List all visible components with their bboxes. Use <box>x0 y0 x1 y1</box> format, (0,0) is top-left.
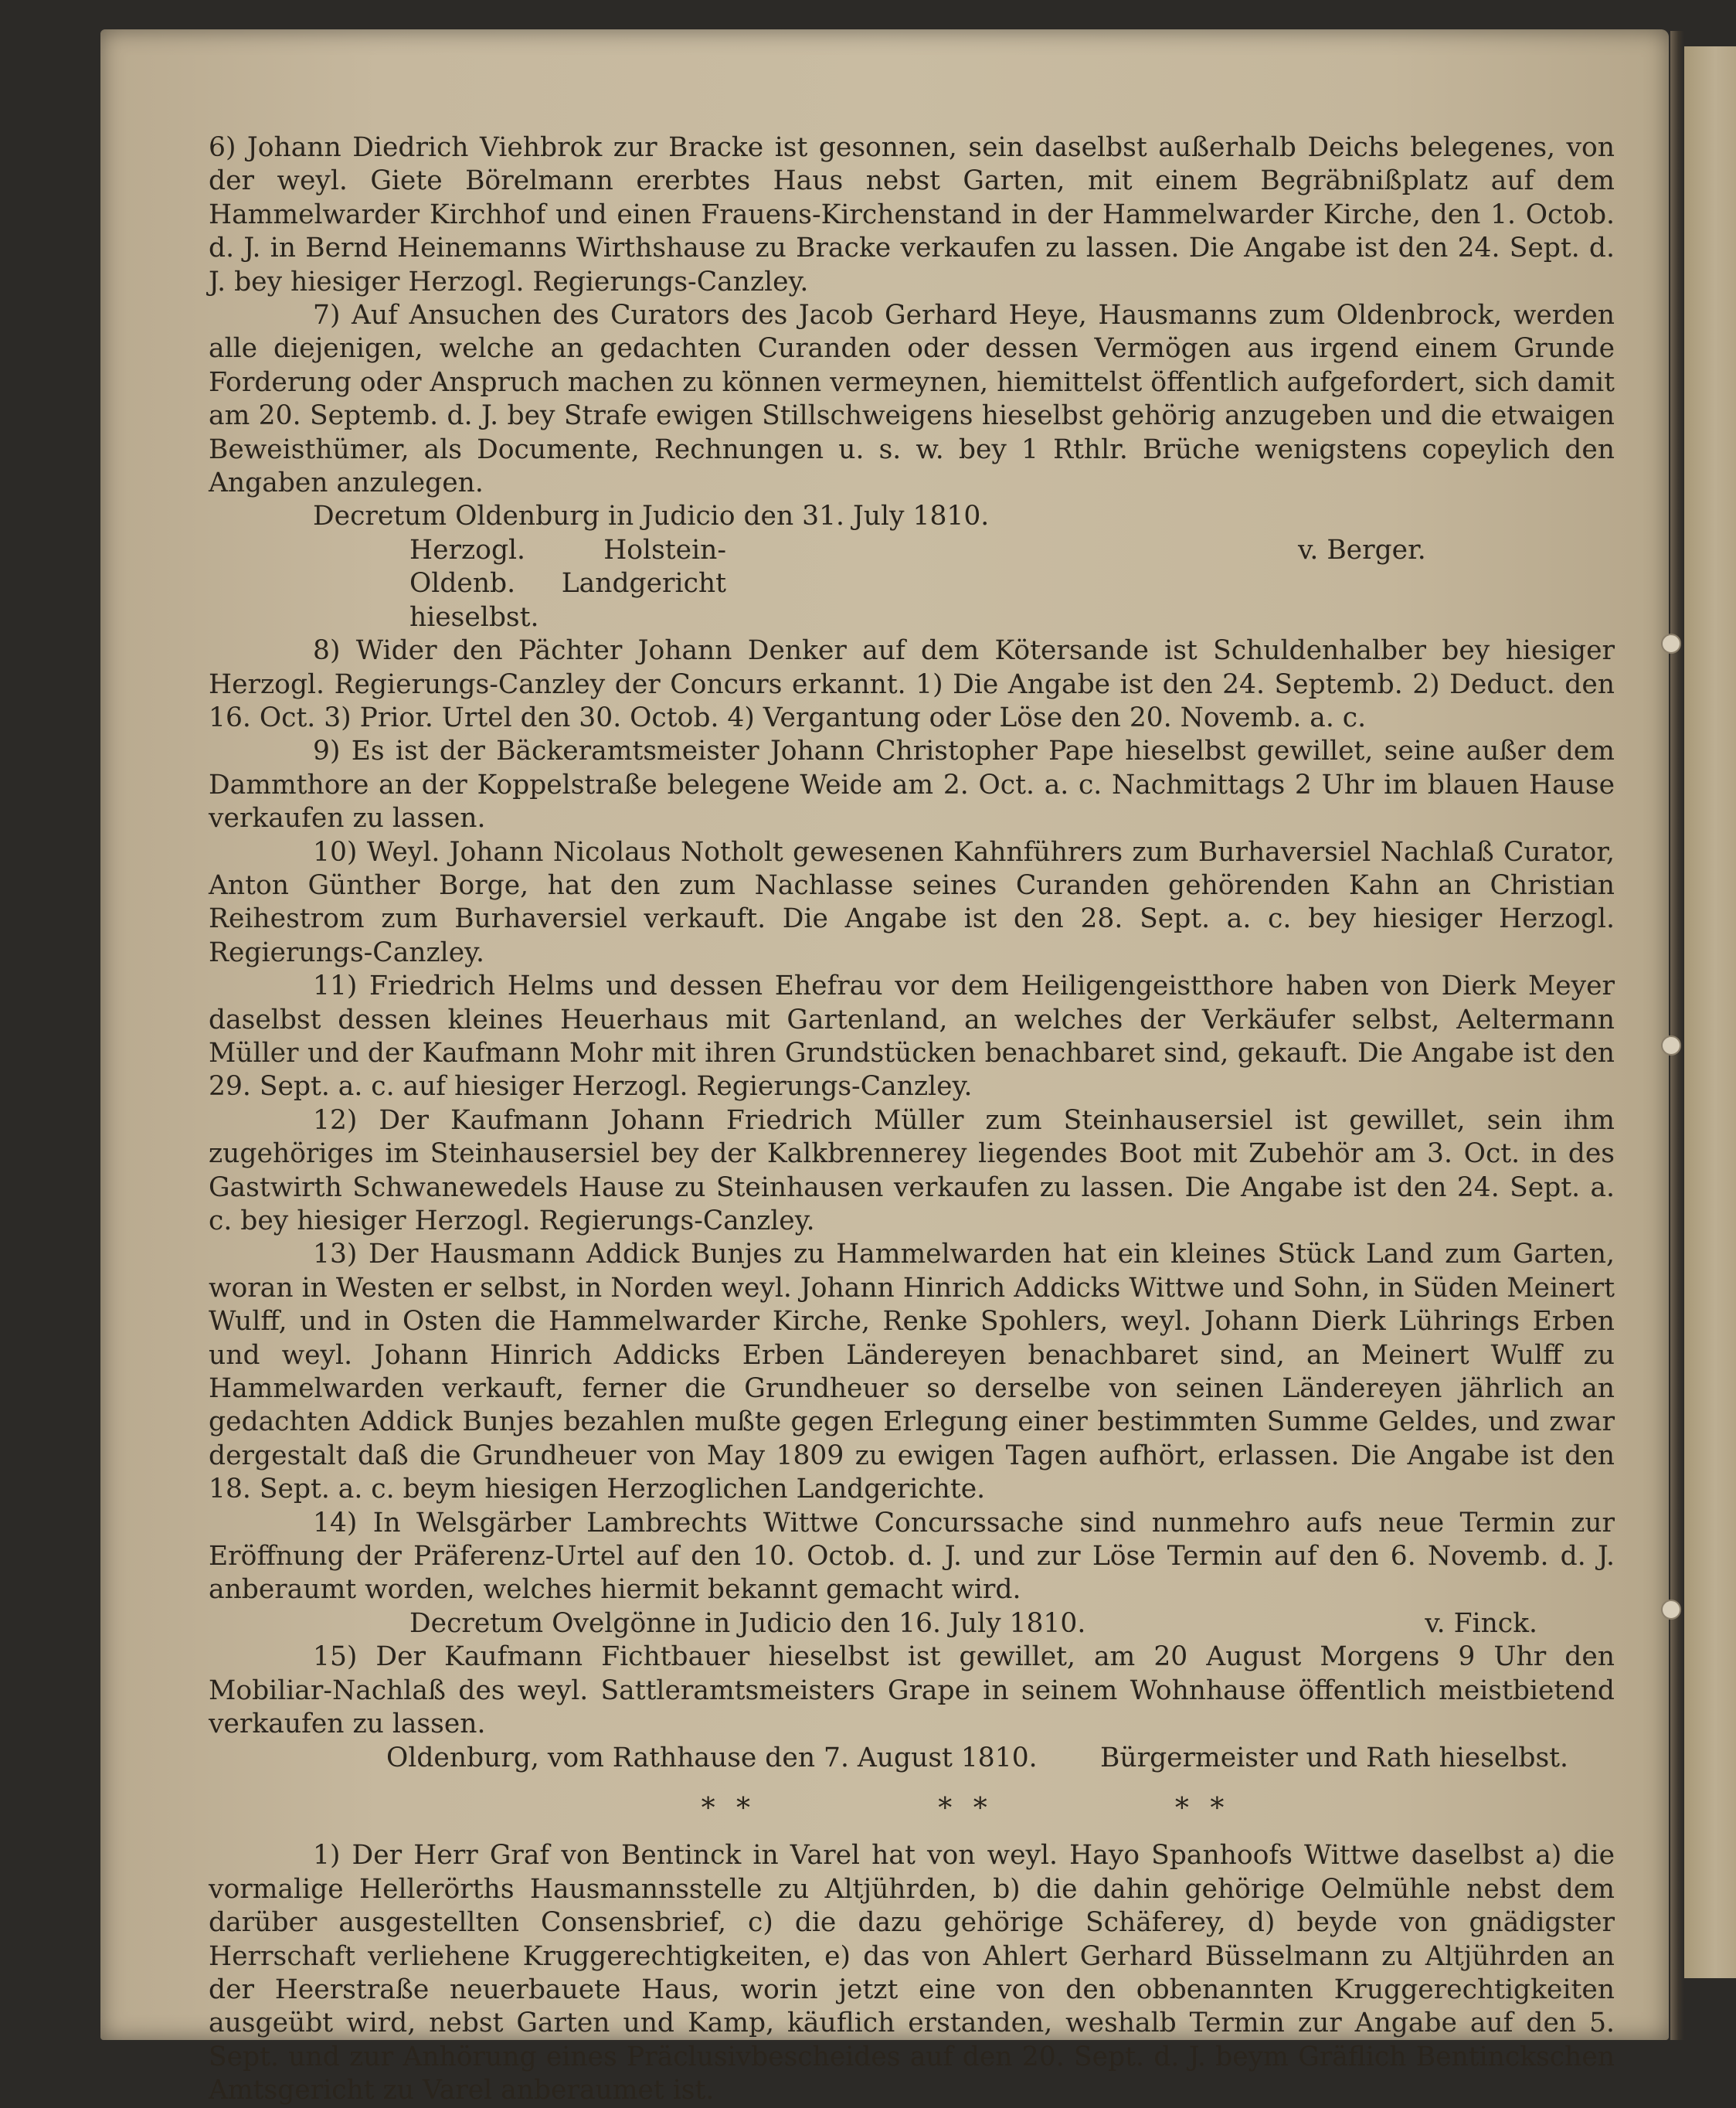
decretum-oldenburg: Decretum Oldenburg in Judicio den 31. July 1810. <box>313 501 990 532</box>
section-separator <box>209 1775 1615 1839</box>
notice-6: 6) Johann Diedrich Viehbrok zur Bracke ist gesonnen, sein daselbst außerhalb Deichs belegenes, von der weyl. Giete Börelmann ererbtes Haus nebst Garten, mit einem Begräbnißplatz auf dem Hammelwarder Kirchhof und einen Frauens-Kirchenstand in der Hammelwarder Kirche, den 1. Octob. d. J. in Bernd Heinemanns Wirthshause zu Bracke verkaufen zu lassen. Die Angabe ist den 24. Sept. d. J. bey hiesiger Herzogl. Regierungs-Canzley. <box>209 132 1615 298</box>
notice-11: 11) Friedrich Helms und dessen Ehefrau vor dem Heiligengeistthore haben von Dierk Meyer daselbst dessen kleines Heuerhaus mit Gartenland, an welches der Verkäufer selbst, Aeltermann Müller und der Kaufmann Mohr mit ihren Grundstücken benachbaret sind, gekauft. Die Angabe ist den 29. Sept. a. c. auf hiesiger Herzogl. Regierungs-Canzley. <box>209 971 1615 1103</box>
document-body <box>209 131 1615 2108</box>
adjacent-page-edge <box>1684 46 1736 1978</box>
asterism: * * <box>701 1792 757 1824</box>
notice-14: 14) In Welsgärber Lambrechts Wittwe Concurssache sind nunmehro aufs neue Termin zur Eröffnung der Präferenz-Urtel auf den 10. Octob. d. J. und zur Löse Termin auf den 6. Novemb. d. J. anberaumt worden, welches hiermit bekannt gemacht wird. <box>209 1507 1615 1606</box>
notice-bentinck: 1) Der Herr Graf von Bentinck in Varel hat von weyl. Hayo Spanhoofs Wittwe daselbst a) die vormalige Hellerörths Hausmannsstelle zu Altjührden, b) die dahin gehörige Oelmühle nebst dem darüber ausgestellten Consensbrief, c) die dazu gehörige Schäferey, d) beyde von gnädigster Herrschaft verliehene Kruggerechtigkeiten, e) das von Ahlert Gerhard Büsselmann zu Altjührden an der Heerstraße neuerbauete Haus, worin jetzt eine von den obbenannten Kruggerechtigkeiten ausgeübt wird, nebst Garten und Kamp, käuflich erstanden, weshalb Termin zur Angabe auf den 5. Sept. und zur Anhörung eines Präclusivbescheides auf den 20. Sept. d. J. beym Gräflich Bentinckschen Amtsgericht zu Varel anberaumet ist. <box>209 1840 1615 2106</box>
notice-10: 10) Weyl. Johann Nicolaus Notholt gewesenen Kahnführers zum Burhaversiel Nachlaß Curator, Anton Günther Borge, hat den zum Nachlasse seines Curanden gehörenden Kahn an Christian Reihestrom zum Burhaversiel verkauft. Die Angabe ist den 28. Sept. a. c. bey hiesiger Herzogl. Regierungs-Canzley. <box>209 836 1615 968</box>
notice-15: 15) Der Kaufmann Fichtbauer hieselbst ist gewillet, am 20 August Morgens 9 Uhr den Mobiliar-Nachlaß des weyl. Sattleramtsmeisters Grape in seinem Wohnhause öffentlich meistbietend verkaufen zu lassen. <box>209 1641 1615 1740</box>
binding-stitch <box>1661 1600 1681 1620</box>
notice-12: 12) Der Kaufmann Johann Friedrich Müller zum Steinhausersiel ist gewillet, sein ihm zugehöriges im Steinhausersiel bey der Kalkbrennerey liegendes Boot mit Zubehör am 3. Oct. in des Gastwirth Schwanewedels Hause zu Steinhausen verkaufen zu lassen. Die Angabe ist den 24. Sept. a. c. bey hiesiger Herzogl. Regierungs-Canzley. <box>209 1104 1615 1236</box>
asterism: * * <box>938 1792 994 1824</box>
signer-finck: v. Finck. <box>1425 1607 1537 1639</box>
decretum-ovelgoenne: Decretum Ovelgönne in Judicio den 16. July 1810. <box>409 1607 1086 1639</box>
notice-9: 9) Es ist der Bäckeramtsmeister Johann Christopher Pape hieselbst gewillet, seine außer dem Dammthore an der Koppelstraße belegene Weide am 2. Oct. a. c. Nachmittags 2 Uhr im blauen Hause verkaufen zu lassen. <box>209 736 1615 835</box>
binding-stitch <box>1661 1035 1681 1056</box>
asterism: * * <box>1174 1792 1231 1824</box>
closing-signer: Bürgermeister und Rath hieselbst. <box>1100 1742 1568 1773</box>
signature-line-2 <box>209 1607 1615 1640</box>
binding-stitch <box>1661 634 1681 654</box>
notice-8: 8) Wider den Pächter Johann Denker auf dem Kötersande ist Schuldenhalber bey hiesiger Herzogl. Regierungs-Canzley der Concurs erkannt. 1) Die Angabe ist den 24. Septemb. 2) Deduct. den 16. Oct. 3) Prior. Urtel den 30. Octob. 4) Vergantung oder Löse den 20. Novemb. a. c. <box>209 635 1615 733</box>
signature-line-1 <box>209 534 1615 634</box>
closing-line <box>209 1742 1615 1775</box>
closing-place: Oldenburg, vom Rathhause den 7. August 1810. <box>386 1742 1038 1773</box>
court-name: Herzogl. Holstein-Oldenb. Landgericht hieselbst. <box>409 534 726 633</box>
signer-berger: v. Berger. <box>1298 534 1426 566</box>
notice-13: 13) Der Hausmann Addick Bunjes zu Hammelwarden hat ein kleines Stück Land zum Garten, woran in Westen er selbst, in Norden weyl. Johann Hinrich Addicks Wittwe und Sohn, in Süden Meinert Wulff, und in Osten die Hammelwarder Kirche, Renke Spohlers, weyl. Johann Dierk Lührings Erben und weyl. Johann Hinrich Addicks Erben Ländereyen benachbaret sind, an Meinert Wulff zu Hammelwarden verkauft, ferner die Grundheuer so derselbe von seinen Ländereyen jährlich an gedachten Addick Bunjes bezahlen mußte gegen Erlegung einer bestimmten Summe Geldes, und zwar dergestalt daß die Grundheuer von May 1809 zu ewigen Tagen aufhört, erlassen. Die Angabe ist den 18. Sept. a. c. beym hiesigen Herzoglichen Landgerichte. <box>209 1239 1615 1505</box>
notice-7: 7) Auf Ansuchen des Curators des Jacob Gerhard Heye, Hausmanns zum Oldenbrock, werden alle diejenigen, welche an gedachten Curanden oder dessen Vermögen aus irgend einem Grunde Forderung oder Anspruch machen zu können vermeynen, hiemittelst öffentlich aufgefordert, sich damit am 20. Septemb. d. J. bey Strafe ewigen Stillschweigens hieselbst gehörig anzugeben und die etwaigen Beweisthümer, als Documente, Rechnungen u. s. w. bey 1 Rthlr. Brüche wenigstens copeylich den Angaben anzulegen. <box>209 300 1615 499</box>
